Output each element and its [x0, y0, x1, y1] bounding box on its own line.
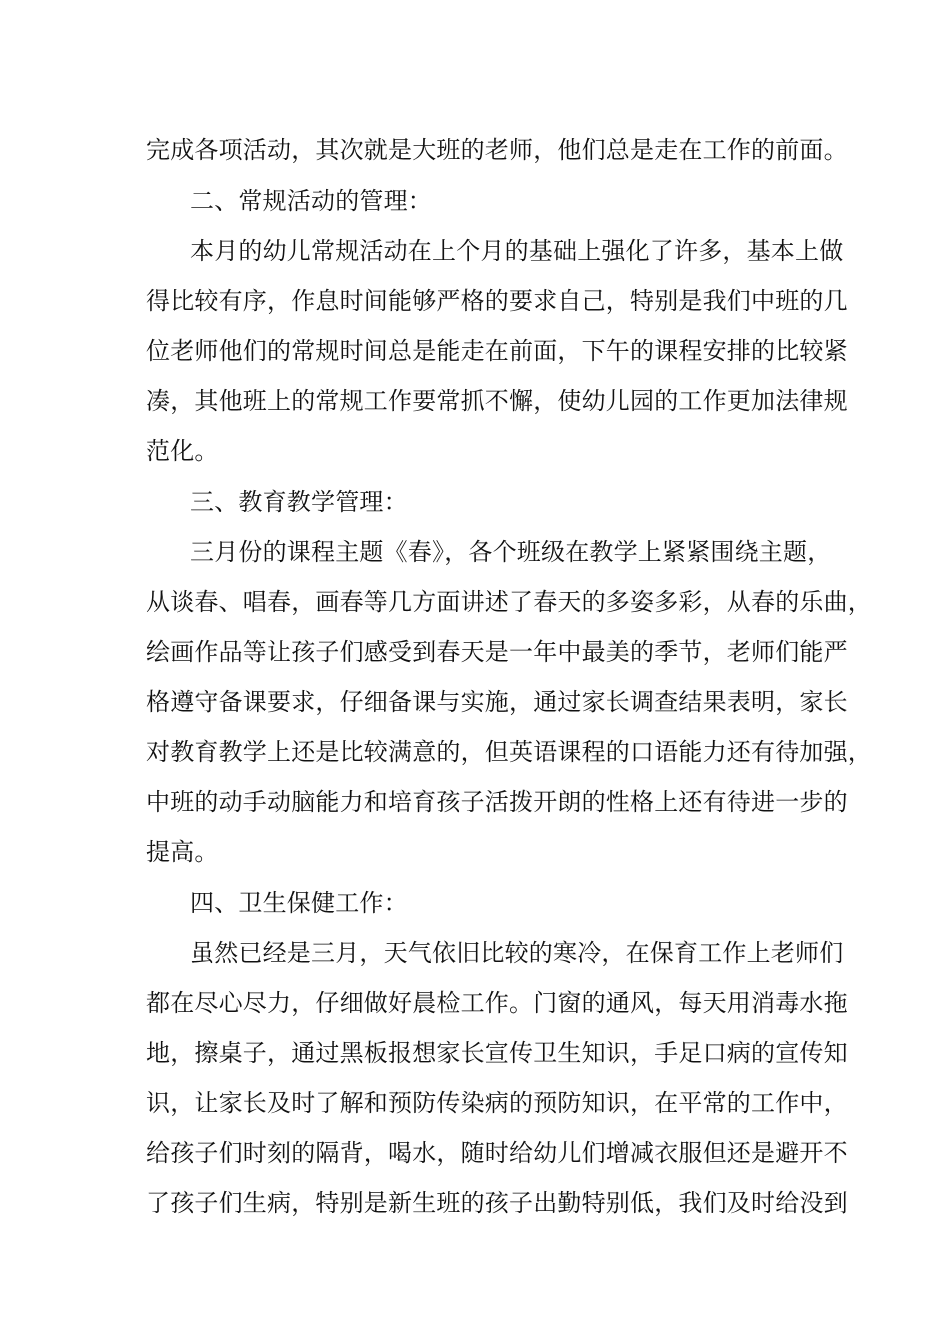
text-line-21: 给孩子们时刻的隔背，喝水，随时给幼儿们增减衣服但还是避开不 — [146, 1139, 848, 1167]
text-line-3: 本月的幼儿常规活动在上个月的基础上强化了许多，基本上做 — [190, 237, 844, 265]
text-line-11: 绘画作品等让孩子们感受到春天是一年中最美的季节，老师们能严 — [146, 638, 848, 666]
text-line-5: 位老师他们的常规时间总是能走在前面，下午的课程安排的比较紧 — [146, 337, 848, 365]
text-line-22: 了孩子们生病，特别是新生班的孩子出勤特别低，我们及时给没到 — [146, 1189, 848, 1217]
text-line-6: 凑，其他班上的常规工作要常抓不懈，使幼儿园的工作更加法律规 — [146, 387, 848, 415]
text-line-7: 范化。 — [146, 437, 219, 465]
text-line-12: 格遵守备课要求，仔细备课与实施，通过家长调查结果表明，家长 — [146, 688, 848, 716]
section-heading-health: 四、卫生保健工作： — [190, 889, 408, 917]
text-line-15: 提高。 — [146, 838, 219, 866]
text-line-20: 识，让家长及时了解和预防传染病的预防知识，在平常的工作中， — [146, 1089, 848, 1117]
text-line-17: 虽然已经是三月，天气依旧比较的寒冷，在保育工作上老师们 — [190, 939, 844, 967]
text-line-1: 完成各项活动，其次就是大班的老师，他们总是走在工作的前面。 — [146, 136, 848, 164]
text-line-19: 地，擦桌子，通过黑板报想家长宣传卫生知识，手足口病的宣传知 — [146, 1039, 848, 1067]
text-line-4: 得比较有序，作息时间能够严格的要求自己，特别是我们中班的几 — [146, 287, 848, 315]
text-line-9: 三月份的课程主题《春》，各个班级在教学上紧紧围绕主题， — [190, 538, 832, 566]
section-heading-routine: 二、常规活动的管理： — [190, 187, 432, 215]
text-line-14: 中班的动手动脑能力和培育孩子活拨开朗的性格上还有待进一步的 — [146, 788, 848, 816]
text-line-18: 都在尽心尽力，仔细做好晨检工作。门窗的通风，每天用消毒水拖 — [146, 989, 848, 1017]
text-line-13: 对教育教学上还是比较满意的，但英语课程的口语能力还有待加强， — [146, 738, 872, 766]
text-line-10: 从谈春、唱春，画春等几方面讲述了春天的多姿多彩，从春的乐曲， — [146, 588, 872, 616]
section-heading-teaching: 三、教育教学管理： — [190, 488, 408, 516]
